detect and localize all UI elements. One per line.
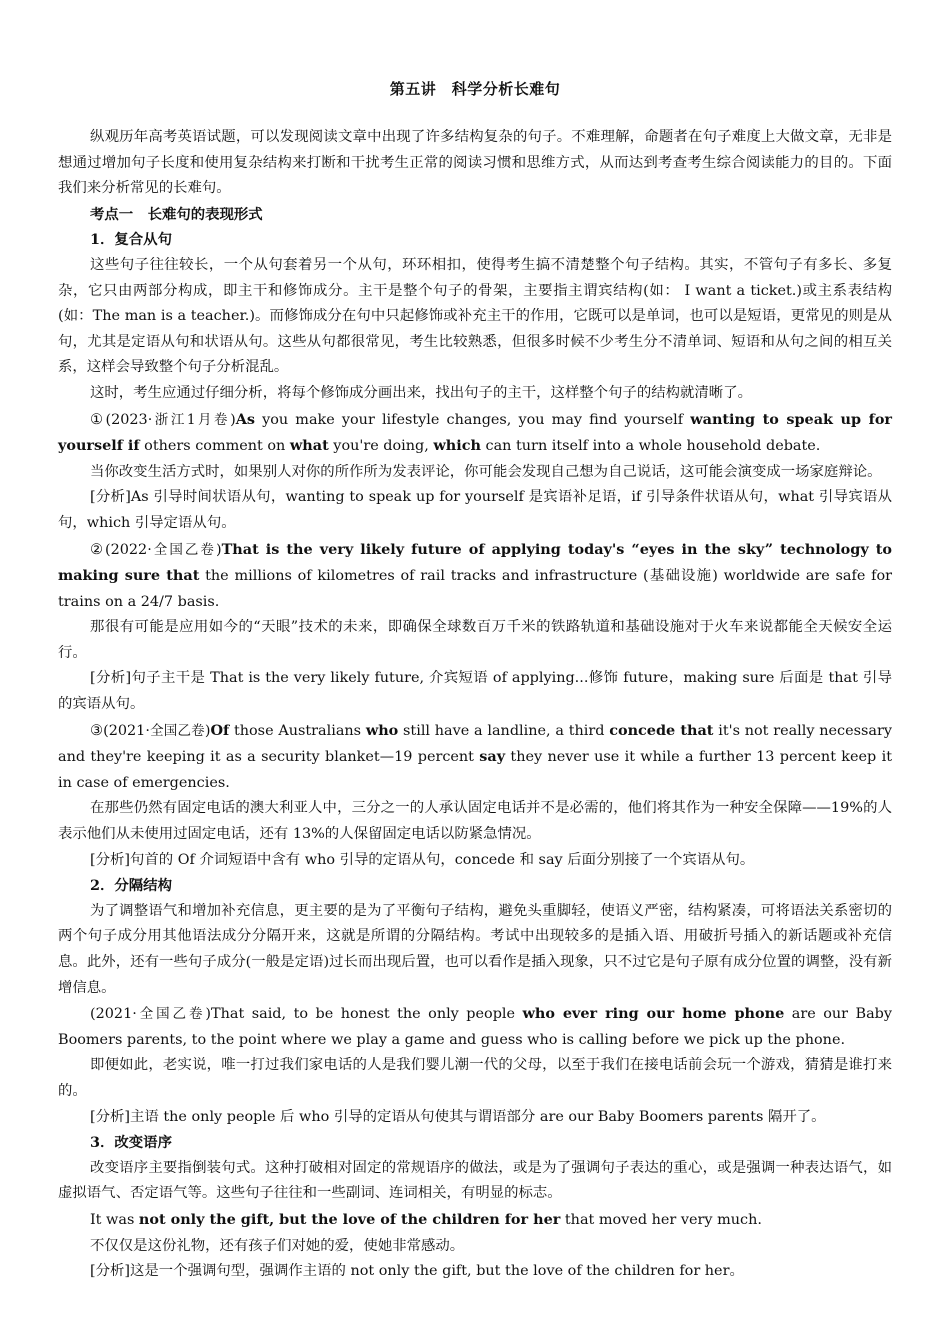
example-number: ② — [90, 541, 105, 558]
source-tag: (2021·全国乙卷) — [103, 722, 211, 739]
example-sentence-2: ②(2022·全国乙卷)That is the very likely future of applying today's “eyes in the sky” technology to making sure that the millions of kilometres of rail tracks and infrastructure (基础设施) worldwide are safe for trains on a 24/7 basis. — [58, 540, 893, 610]
example-number: ③ — [90, 722, 104, 739]
translation: 即便如此，老实说，唯一打过我们家电话的人是我们婴儿潮一代的父母，以至于我们在接电话前会玩一个游戏，猜猜是谁打来的。 — [58, 1057, 892, 1099]
translation: 当你改变生活方式时，如果别人对你的所作所为发表评论，你可能会发现自己想为自己说话，这可能会演变成一场家庭辩论。 — [90, 463, 882, 480]
translation: 那很有可能是应用如今的“天眼”技术的未来，即确保全球数百万千米的铁路轨道和基础设施对于火车来说都能全天候安全运行。 — [58, 619, 892, 661]
source-tag: (2022·全国乙卷) — [104, 541, 222, 558]
analysis: [分析]句子主干是 That is the very likely future, 介宾短语 of applying...修饰 future，making sure 后面是 that 引导的宾语从句。 — [58, 670, 892, 713]
subsection-heading-compound: 1．复合从句 — [90, 231, 172, 249]
analysis: [分析]这是一个强调句型，强调作主语的 not only the gift, but the love of the children for her。 — [90, 1263, 744, 1280]
analysis: [分析]As 引导时间状语从句，wanting to speak up for yourself 是宾语补足语，if 引导条件状语从句，what 引导宾语从句，which 引导定语从句。 — [58, 489, 893, 531]
example-sentence-1: ①(2023·浙江1月卷)As you make your lifestyle changes, you may find yourself wanting to speak up for yourself if others comment on what you're doing, which can turn itself into a whole household debate. — [58, 410, 893, 455]
analysis-label: [分析] — [90, 1263, 131, 1280]
paragraph: 这些句子往往较长，一个从句套着另一个从句，环环相扣，使得考生搞不清楚整个句子结构。其实，不管句子有多长、多复杂，它只由两部分构成，即主干和修饰成分。主干是整个句子的骨架，主要指主谓宾结构(如： I want a ticket.)或主系表结构(如：The man is a teacher.)。而修饰成分在句中只起修饰或补充主干的作用，它既可以是单词，也可以是短语，更常见的则是从句，尤其是定语从句和状语从句。这些从句都很常见，考生比较熟悉，但很多时候不少考生分不清单词、短语和从句之间的相互关系，这样会导致整个句子分析混乱。 — [58, 256, 892, 376]
subsection-heading-separation: 2．分隔结构 — [90, 877, 172, 895]
paragraph: 为了调整语气和增加补充信息，更主要的是为了平衡句子结构，避免头重脚轻，使语义严密，结构紧凑，可将语法关系密切的两个句子成分用其他语法成分分隔开来，这就是所谓的分隔结构。考试中出现较多的是插入语、用破折号插入的新话题或补充信息。此外，还有一些句子成分(一般是定语)过长而出现后置，也可以看作是插入现象，只不过它是句子原有成分位置的调整，没有新增信息。 — [58, 902, 892, 996]
intro-paragraph: 纵观历年高考英语试题，可以发现阅读文章中出现了许多结构复杂的句子。不难理解，命题者在句子难度上大做文章，无非是想通过增加句子长度和使用复杂结构来打断和干扰考生正常的阅读习惯和思维方式，从而达到考查考生综合阅读能力的目的。下面我们来分析常见的长难句。 — [58, 129, 892, 197]
paragraph: 这时，考生应通过仔细分析，将每个修饰成分画出来，找出句子的主干，这样整个句子的结构就清晰了。 — [90, 384, 752, 401]
example-sentence-5: It was not only the gift, but the love of the children for her that moved her very much. — [90, 1210, 762, 1228]
source-tag: (2023·浙江1月卷) — [105, 411, 236, 428]
analysis-label: [分析] — [90, 489, 131, 506]
analysis-label: [分析] — [90, 670, 132, 687]
example-sentence-3: ③(2021·全国乙卷)Of those Australians who still have a landline, a third concede that it's not really necessary and they're keeping it as a security blanket—19 percent say they never use it while a further 13 percent keep it in case of emergencies. — [58, 721, 892, 791]
subsection-heading-word-order: 3．改变语序 — [90, 1134, 172, 1152]
analysis: [分析]句首的 Of 介词短语中含有 who 引导的定语从句，concede 和 say 后面分别接了一个宾语从句。 — [90, 851, 755, 868]
page-title: 第五讲 科学分析长难句 — [389, 80, 561, 98]
example-number: ① — [90, 411, 106, 428]
analysis: [分析]主语 the only people 后 who 引导的定语从句使其与谓语部分 are our Baby Boomers parents 隔开了。 — [90, 1108, 826, 1125]
translation: 在那些仍然有固定电话的澳大利亚人中，三分之一的人承认固定电话并不是必需的，他们将其作为一种安全保障——19%的人表示他们从未使用过固定电话，还有 13%的人保留固定电话以防紧急情况。 — [58, 800, 892, 843]
analysis-label: [分析] — [90, 1108, 131, 1125]
analysis-label: [分析] — [90, 851, 131, 868]
paragraph: 改变语序主要指倒装句式。这种打破相对固定的常规语序的做法，或是为了强调句子表达的重心，或是强调一种表达语气，如虚拟语气、否定语气等。这些句子往往和一些副词、连词相关，有明显的标志。 — [58, 1159, 892, 1202]
section-heading-kaodian1: 考点一 长难句的表现形式 — [90, 205, 263, 223]
source-tag: (2021·全国乙卷) — [90, 1006, 212, 1023]
example-sentence-4: (2021·全国乙卷)That said, to be honest the only people who ever ring our home phone are our Baby Boomers parents, to the point where we play a game and guess who is calling before we pick up the phone. — [58, 1005, 892, 1048]
translation: 不仅仅是这份礼物，还有孩子们对她的爱，使她非常感动。 — [90, 1237, 465, 1254]
